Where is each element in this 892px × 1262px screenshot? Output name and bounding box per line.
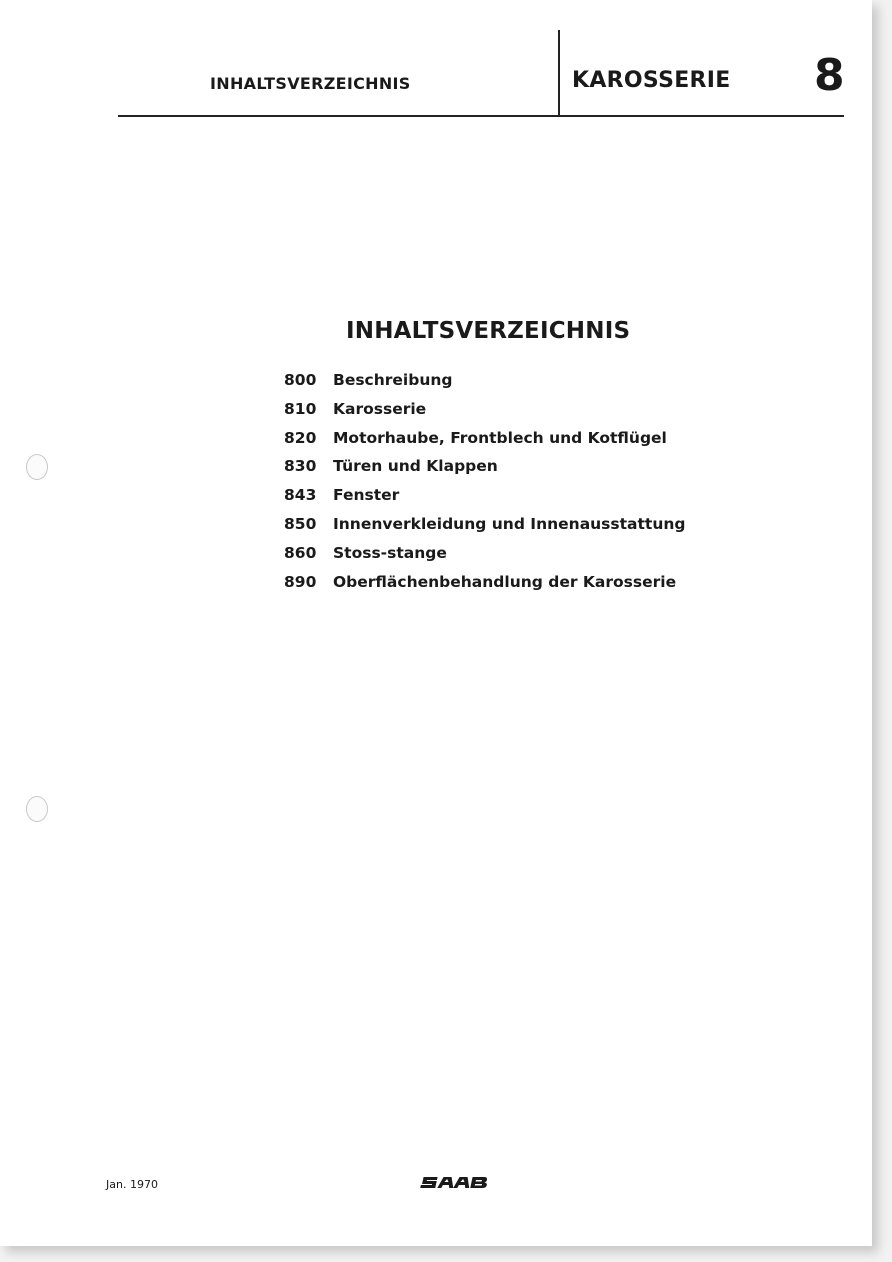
toc-item — [284, 510, 686, 539]
toc-item-code: 843 — [284, 486, 317, 505]
toc-item-code: 800 — [284, 371, 317, 389]
footer-date: Jan. 1970 — [106, 1178, 158, 1191]
toc-item-code: 820 — [284, 428, 317, 447]
toc-item-code: 890 — [284, 572, 317, 591]
toc-item-label: Beschreibung — [333, 371, 453, 389]
header-rule — [118, 115, 844, 117]
toc-item-label: Fenster — [333, 486, 400, 505]
toc-item-label: Oberflächenbehandlung der Karosserie — [333, 572, 677, 591]
toc-item-code: 810 — [284, 399, 317, 418]
toc-item — [284, 539, 686, 568]
toc-item — [284, 452, 686, 481]
header-divider — [558, 30, 560, 116]
toc-item-code: 860 — [284, 543, 317, 562]
toc-item-label: Türen und Klappen — [333, 457, 498, 476]
toc-item-label: Karosserie — [333, 399, 427, 418]
toc-item-code: 850 — [284, 514, 317, 533]
punch-hole-bottom — [26, 796, 48, 822]
toc-item-code: 830 — [284, 457, 317, 476]
toc-item — [284, 481, 686, 510]
header-section-number: 8 — [814, 50, 845, 101]
toc-item — [284, 424, 686, 453]
toc-item-label: Stoss-stange — [333, 543, 447, 562]
toc-list — [284, 366, 686, 596]
toc-item — [284, 366, 686, 395]
toc-title: INHALTSVERZEICHNIS — [346, 318, 631, 344]
toc-item-label: Motorhaube, Frontblech und Kotflügel — [333, 428, 667, 447]
toc-item — [284, 395, 686, 424]
header-section-title: KAROSSERIE — [572, 68, 731, 93]
toc-item-label: Innenverkleidung und Innenausstattung — [333, 514, 686, 533]
header-left-title: INHALTSVERZEICHNIS — [210, 74, 411, 93]
punch-hole-top — [26, 454, 48, 480]
saab-logo — [420, 1175, 488, 1189]
toc-item — [284, 568, 686, 597]
